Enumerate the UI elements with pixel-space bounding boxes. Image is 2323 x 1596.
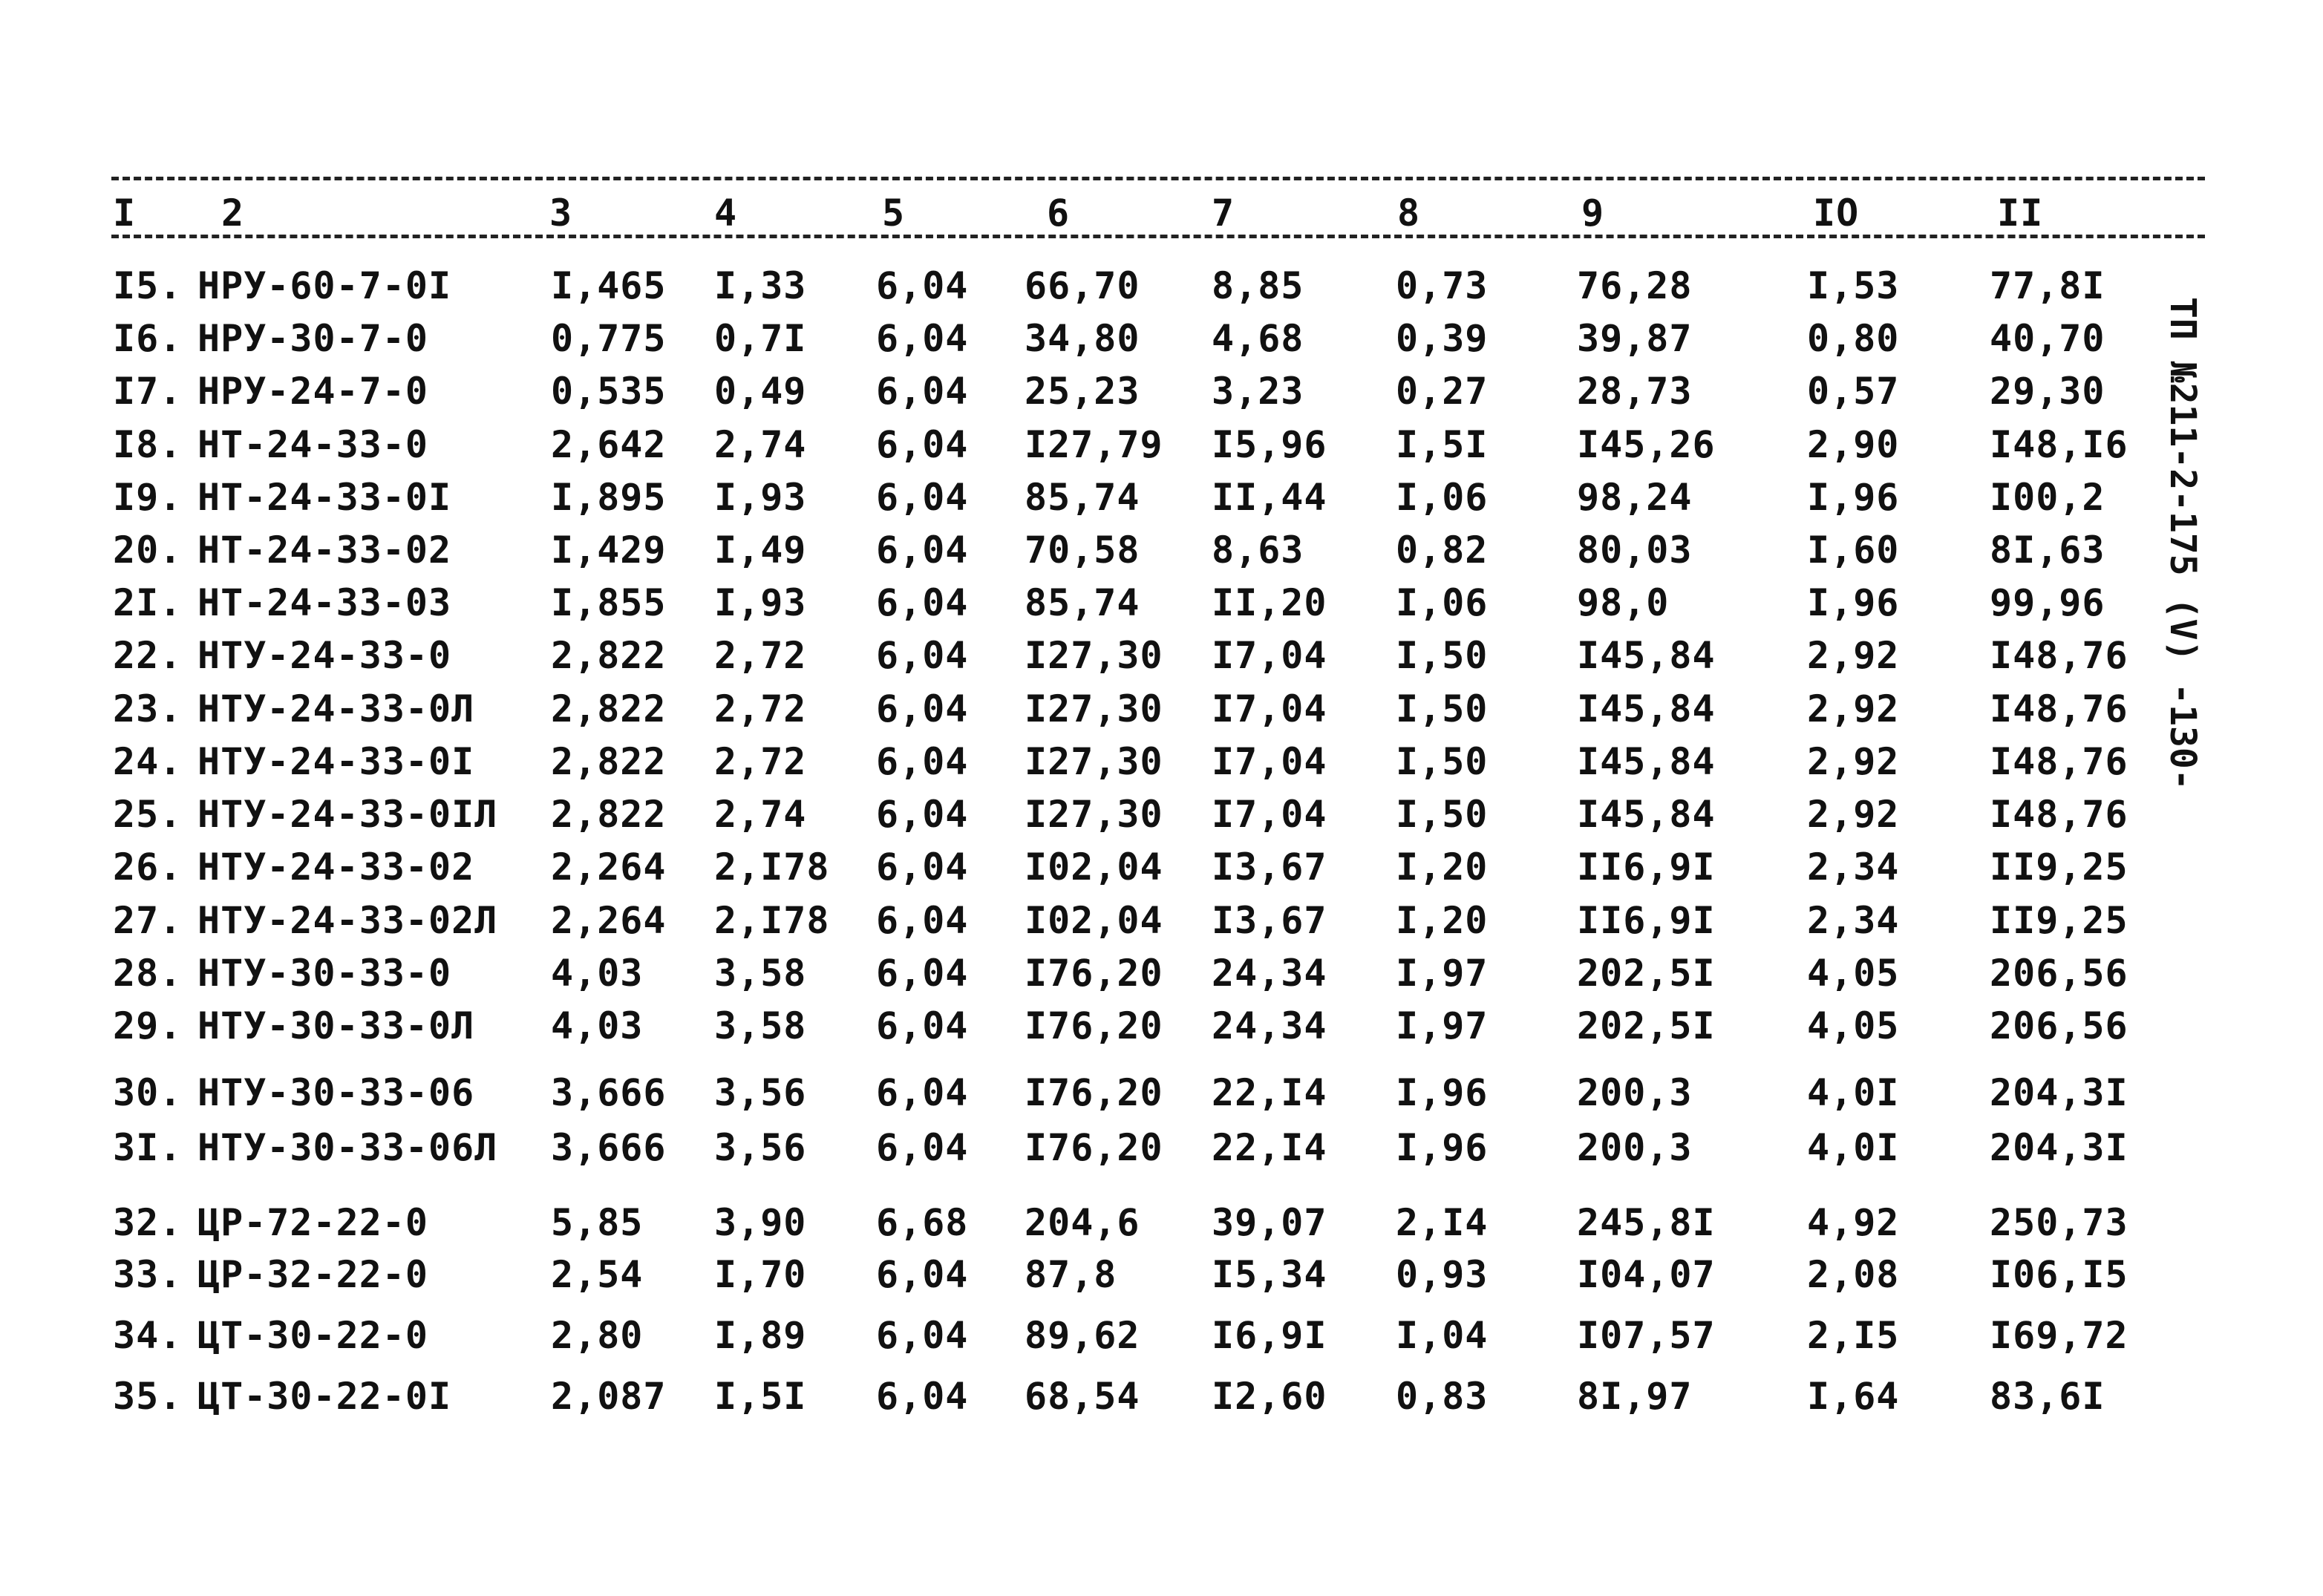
value-cell: 6,04 (876, 1253, 969, 1296)
value-cell: 29,30 (1990, 370, 2105, 413)
value-cell: I76,20 (1025, 1004, 1163, 1047)
table-row (0, 419, 2323, 471)
item-code: НТ-24-33-02 (197, 529, 452, 572)
header-cell: IO (1813, 192, 1860, 235)
value-cell: 6,04 (876, 264, 969, 307)
value-cell: 6,04 (876, 1314, 969, 1357)
item-code: НТУ-30-33-0Л (197, 1004, 475, 1047)
value-cell: 206,56 (1990, 1004, 2128, 1047)
value-cell: II,20 (1212, 581, 1327, 624)
value-cell: 6,04 (876, 634, 969, 677)
value-cell: 2,92 (1807, 793, 1900, 836)
value-cell: 2,822 (551, 634, 667, 677)
value-cell: I,60 (1807, 529, 1900, 572)
value-cell: I04,07 (1577, 1253, 1716, 1296)
value-cell: 4,05 (1807, 1004, 1900, 1047)
header-rule (111, 235, 2205, 238)
value-cell: 2,I78 (714, 899, 830, 942)
value-cell: I27,30 (1025, 793, 1163, 836)
value-cell: I69,72 (1990, 1314, 2128, 1357)
value-cell: 245,8I (1577, 1201, 1716, 1244)
item-code: ЦР-32-22-0 (197, 1253, 429, 1296)
value-cell: I02,04 (1025, 846, 1163, 889)
row-number: 3I. (113, 1126, 183, 1169)
value-cell: 8,85 (1212, 264, 1304, 307)
row-number: 34. (113, 1314, 183, 1357)
value-cell: I,429 (551, 529, 667, 572)
value-cell: I45,84 (1577, 740, 1716, 783)
value-cell: 2,72 (714, 687, 807, 730)
value-cell: 6,04 (876, 1004, 969, 1047)
item-code: ЦТ-30-22-0I (197, 1375, 452, 1418)
value-cell: 4,0I (1807, 1126, 1900, 1169)
header-cell: 4 (714, 192, 738, 235)
value-cell: I,64 (1807, 1375, 1900, 1418)
value-cell: 0,80 (1807, 317, 1900, 360)
value-cell: I,96 (1396, 1126, 1489, 1169)
value-cell: 2,80 (551, 1314, 644, 1357)
value-cell: I6,9I (1212, 1314, 1327, 1357)
value-cell: I,96 (1807, 476, 1900, 519)
value-cell: 2,74 (714, 423, 807, 466)
table-row (0, 1249, 2323, 1301)
item-code: НТУ-30-33-0 (197, 952, 452, 995)
value-cell: I5,34 (1212, 1253, 1327, 1296)
item-code: НРУ-24-7-0 (197, 370, 429, 413)
value-cell: I3,67 (1212, 846, 1327, 889)
value-cell: I,50 (1396, 793, 1489, 836)
value-cell: 6,04 (876, 793, 969, 836)
value-cell: I,50 (1396, 740, 1489, 783)
table-row (0, 629, 2323, 681)
value-cell: I,50 (1396, 634, 1489, 677)
value-cell: 6,04 (876, 1375, 969, 1418)
value-cell: 70,58 (1025, 529, 1140, 572)
value-cell: 8I,63 (1990, 529, 2105, 572)
item-code: НТУ-24-33-0 (197, 634, 452, 677)
value-cell: 4,68 (1212, 317, 1304, 360)
value-cell: I,20 (1396, 846, 1489, 889)
side-stamp (2157, 297, 2209, 891)
value-cell: 2,I78 (714, 846, 830, 889)
value-cell: 0,73 (1396, 264, 1489, 307)
value-cell: 76,28 (1577, 264, 1693, 307)
value-cell: 8,63 (1212, 529, 1304, 572)
item-code: НТ-24-33-03 (197, 581, 452, 624)
column-number-header (0, 187, 2323, 239)
value-cell: I45,84 (1577, 687, 1716, 730)
value-cell: 2,08 (1807, 1253, 1900, 1296)
value-cell: I,93 (714, 581, 807, 624)
value-cell: II6,9I (1577, 899, 1716, 942)
value-cell: I45,84 (1577, 634, 1716, 677)
table-row (0, 1067, 2323, 1119)
value-cell: 2,90 (1807, 423, 1900, 466)
table-row (0, 947, 2323, 999)
value-cell: 0,27 (1396, 370, 1489, 413)
value-cell: 2,264 (551, 846, 667, 889)
value-cell: 6,04 (876, 1126, 969, 1169)
item-code: НТ-24-33-0I (197, 476, 452, 519)
value-cell: 2,34 (1807, 899, 1900, 942)
row-number: 28. (113, 952, 183, 995)
value-cell: 3,56 (714, 1071, 807, 1114)
header-cell: II (1997, 192, 2044, 235)
value-cell: I,53 (1807, 264, 1900, 307)
value-cell: I07,57 (1577, 1314, 1716, 1357)
value-cell: I,93 (714, 476, 807, 519)
value-cell: I,465 (551, 264, 667, 307)
table-row (0, 313, 2323, 364)
item-code: ЦТ-30-22-0 (197, 1314, 429, 1357)
table-row (0, 1197, 2323, 1249)
value-cell: I02,04 (1025, 899, 1163, 942)
item-code: НРУ-60-7-0I (197, 264, 452, 307)
row-number: 2I. (113, 581, 183, 624)
item-code: НТУ-24-33-02 (197, 846, 475, 889)
value-cell: 85,74 (1025, 476, 1140, 519)
value-cell: I3,67 (1212, 899, 1327, 942)
value-cell: 66,70 (1025, 264, 1140, 307)
value-cell: I48,76 (1990, 740, 2128, 783)
value-cell: 6,04 (876, 581, 969, 624)
value-cell: 8I,97 (1577, 1375, 1693, 1418)
item-code: НТУ-24-33-0Л (197, 687, 475, 730)
value-cell: 2,72 (714, 634, 807, 677)
item-code: НТУ-24-33-02Л (197, 899, 498, 942)
value-cell: 250,73 (1990, 1201, 2128, 1244)
item-code: ЦР-72-22-0 (197, 1201, 429, 1244)
value-cell: 0,775 (551, 317, 667, 360)
row-number: 30. (113, 1071, 183, 1114)
header-cell: 8 (1397, 192, 1421, 235)
value-cell: I27,79 (1025, 423, 1163, 466)
value-cell: 6,04 (876, 1071, 969, 1114)
value-cell: II,44 (1212, 476, 1327, 519)
value-cell: 87,8 (1025, 1253, 1117, 1296)
table-row (0, 577, 2323, 629)
value-cell: I06,I5 (1990, 1253, 2128, 1296)
value-cell: 22,I4 (1212, 1126, 1327, 1169)
value-cell: 39,87 (1577, 317, 1693, 360)
row-number: I5. (113, 264, 183, 307)
row-number: 23. (113, 687, 183, 730)
value-cell: 202,5I (1577, 1004, 1716, 1047)
value-cell: 6,04 (876, 529, 969, 572)
value-cell: I,96 (1396, 1071, 1489, 1114)
value-cell: I27,30 (1025, 740, 1163, 783)
item-code: НТУ-30-33-06 (197, 1071, 475, 1114)
table-row (0, 1000, 2323, 1052)
value-cell: 4,05 (1807, 952, 1900, 995)
value-cell: 24,34 (1212, 952, 1327, 995)
value-cell: I48,I6 (1990, 423, 2128, 466)
value-cell: 77,8I (1990, 264, 2105, 307)
value-cell: 6,68 (876, 1201, 969, 1244)
value-cell: I,49 (714, 529, 807, 572)
value-cell: 39,07 (1212, 1201, 1327, 1244)
row-number: 22. (113, 634, 183, 677)
value-cell: 89,62 (1025, 1314, 1140, 1357)
value-cell: I,04 (1396, 1314, 1489, 1357)
value-cell: I7,04 (1212, 634, 1327, 677)
value-cell: 6,04 (876, 423, 969, 466)
value-cell: 68,54 (1025, 1375, 1140, 1418)
value-cell: I,06 (1396, 581, 1489, 624)
value-cell: 0,57 (1807, 370, 1900, 413)
value-cell: 3,23 (1212, 370, 1304, 413)
value-cell: II6,9I (1577, 846, 1716, 889)
value-cell: 202,5I (1577, 952, 1716, 995)
value-cell: 34,80 (1025, 317, 1140, 360)
value-cell: 0,83 (1396, 1375, 1489, 1418)
table-row (0, 260, 2323, 312)
value-cell: 3,666 (551, 1071, 667, 1114)
value-cell: 6,04 (876, 370, 969, 413)
value-cell: 3,58 (714, 1004, 807, 1047)
table-row (0, 1370, 2323, 1422)
table-row (0, 841, 2323, 893)
value-cell: 3,58 (714, 952, 807, 995)
value-cell: I7,04 (1212, 793, 1327, 836)
header-cell: 9 (1581, 192, 1605, 235)
value-cell: 6,04 (876, 899, 969, 942)
value-cell: I,5I (714, 1375, 807, 1418)
row-number: I7. (113, 370, 183, 413)
table-row (0, 365, 2323, 417)
row-number: 35. (113, 1375, 183, 1418)
value-cell: 0,7I (714, 317, 807, 360)
value-cell: I,33 (714, 264, 807, 307)
value-cell: 4,0I (1807, 1071, 1900, 1114)
value-cell: 0,49 (714, 370, 807, 413)
value-cell: I76,20 (1025, 1071, 1163, 1114)
value-cell: I45,84 (1577, 793, 1716, 836)
value-cell: I48,76 (1990, 634, 2128, 677)
value-cell: 6,04 (876, 740, 969, 783)
value-cell: 4,03 (551, 1004, 644, 1047)
value-cell: I,50 (1396, 687, 1489, 730)
table-row (0, 471, 2323, 523)
value-cell: 2,72 (714, 740, 807, 783)
header-cell: 3 (549, 192, 573, 235)
value-cell: 6,04 (876, 846, 969, 889)
value-cell: I2,60 (1212, 1375, 1327, 1418)
value-cell: 4,92 (1807, 1201, 1900, 1244)
value-cell: 0,93 (1396, 1253, 1489, 1296)
value-cell: 204,3I (1990, 1126, 2128, 1169)
value-cell: 80,03 (1577, 529, 1693, 572)
value-cell: 2,264 (551, 899, 667, 942)
value-cell: 204,3I (1990, 1071, 2128, 1114)
row-number: I9. (113, 476, 183, 519)
header-cell: 5 (882, 192, 906, 235)
value-cell: I,895 (551, 476, 667, 519)
value-cell: 28,73 (1577, 370, 1693, 413)
header-cell: 7 (1212, 192, 1235, 235)
value-cell: 2,34 (1807, 846, 1900, 889)
value-cell: I48,76 (1990, 793, 2128, 836)
row-number: 33. (113, 1253, 183, 1296)
value-cell: I,06 (1396, 476, 1489, 519)
header-cell: 2 (221, 192, 245, 235)
table-row (0, 1309, 2323, 1361)
value-cell: 3,90 (714, 1201, 807, 1244)
table-row (0, 1122, 2323, 1174)
value-cell: 3,666 (551, 1126, 667, 1169)
value-cell: 25,23 (1025, 370, 1140, 413)
value-cell: 6,04 (876, 687, 969, 730)
row-number: 20. (113, 529, 183, 572)
table-row (0, 524, 2323, 576)
value-cell: I27,30 (1025, 634, 1163, 677)
value-cell: I45,26 (1577, 423, 1716, 466)
item-code: НТУ-24-33-0IЛ (197, 793, 498, 836)
value-cell: 2,I4 (1396, 1201, 1489, 1244)
value-cell: 85,74 (1025, 581, 1140, 624)
value-cell: 2,I5 (1807, 1314, 1900, 1357)
value-cell: I,97 (1396, 1004, 1489, 1047)
item-code: НТ-24-33-0 (197, 423, 429, 466)
value-cell: 2,822 (551, 793, 667, 836)
value-cell: 2,92 (1807, 687, 1900, 730)
value-cell: 2,822 (551, 740, 667, 783)
value-cell: II9,25 (1990, 846, 2128, 889)
value-cell: I5,96 (1212, 423, 1327, 466)
row-number: 24. (113, 740, 183, 783)
table-row (0, 736, 2323, 788)
value-cell: I,855 (551, 581, 667, 624)
value-cell: 206,56 (1990, 952, 2128, 995)
value-cell: 6,04 (876, 476, 969, 519)
value-cell: I27,30 (1025, 687, 1163, 730)
value-cell: 200,3 (1577, 1126, 1693, 1169)
value-cell: I,96 (1807, 581, 1900, 624)
value-cell: 0,82 (1396, 529, 1489, 572)
row-number: 32. (113, 1201, 183, 1244)
value-cell: 4,03 (551, 952, 644, 995)
value-cell: I,20 (1396, 899, 1489, 942)
value-cell: I48,76 (1990, 687, 2128, 730)
value-cell: 40,70 (1990, 317, 2105, 360)
row-number: I8. (113, 423, 183, 466)
value-cell: 2,642 (551, 423, 667, 466)
value-cell: 2,822 (551, 687, 667, 730)
value-cell: 98,24 (1577, 476, 1693, 519)
value-cell: 22,I4 (1212, 1071, 1327, 1114)
row-number: I6. (113, 317, 183, 360)
value-cell: 6,04 (876, 317, 969, 360)
value-cell: 2,087 (551, 1375, 667, 1418)
top-rule (111, 177, 2205, 180)
value-cell: 98,0 (1577, 581, 1670, 624)
table-row (0, 895, 2323, 946)
value-cell: 2,92 (1807, 740, 1900, 783)
value-cell: 6,04 (876, 952, 969, 995)
value-cell: I7,04 (1212, 687, 1327, 730)
value-cell: I,89 (714, 1314, 807, 1357)
value-cell: 0,535 (551, 370, 667, 413)
side-stamp-text: ТП №211-2-175 (V) -130- (2162, 297, 2203, 791)
item-code: НТУ-30-33-06Л (197, 1126, 498, 1169)
value-cell: 2,74 (714, 793, 807, 836)
value-cell: 3,56 (714, 1126, 807, 1169)
row-number: 27. (113, 899, 183, 942)
item-code: НТУ-24-33-0I (197, 740, 475, 783)
value-cell: 2,92 (1807, 634, 1900, 677)
item-code: НРУ-30-7-0 (197, 317, 429, 360)
value-cell: I76,20 (1025, 1126, 1163, 1169)
value-cell: 5,85 (551, 1201, 644, 1244)
value-cell: II9,25 (1990, 899, 2128, 942)
value-cell: I,5I (1396, 423, 1489, 466)
value-cell: I7,04 (1212, 740, 1327, 783)
value-cell: 99,96 (1990, 581, 2105, 624)
row-number: 25. (113, 793, 183, 836)
header-cell: 6 (1047, 192, 1071, 235)
value-cell: 83,6I (1990, 1375, 2105, 1418)
value-cell: I,70 (714, 1253, 807, 1296)
value-cell: 24,34 (1212, 1004, 1327, 1047)
value-cell: I00,2 (1990, 476, 2105, 519)
value-cell: 200,3 (1577, 1071, 1693, 1114)
value-cell: I,97 (1396, 952, 1489, 995)
value-cell: 0,39 (1396, 317, 1489, 360)
row-number: 26. (113, 846, 183, 889)
value-cell: 204,6 (1025, 1201, 1140, 1244)
value-cell: I76,20 (1025, 952, 1163, 995)
table-row (0, 788, 2323, 840)
value-cell: 2,54 (551, 1253, 644, 1296)
table-row (0, 683, 2323, 735)
row-number: 29. (113, 1004, 183, 1047)
header-cell: I (113, 192, 137, 235)
